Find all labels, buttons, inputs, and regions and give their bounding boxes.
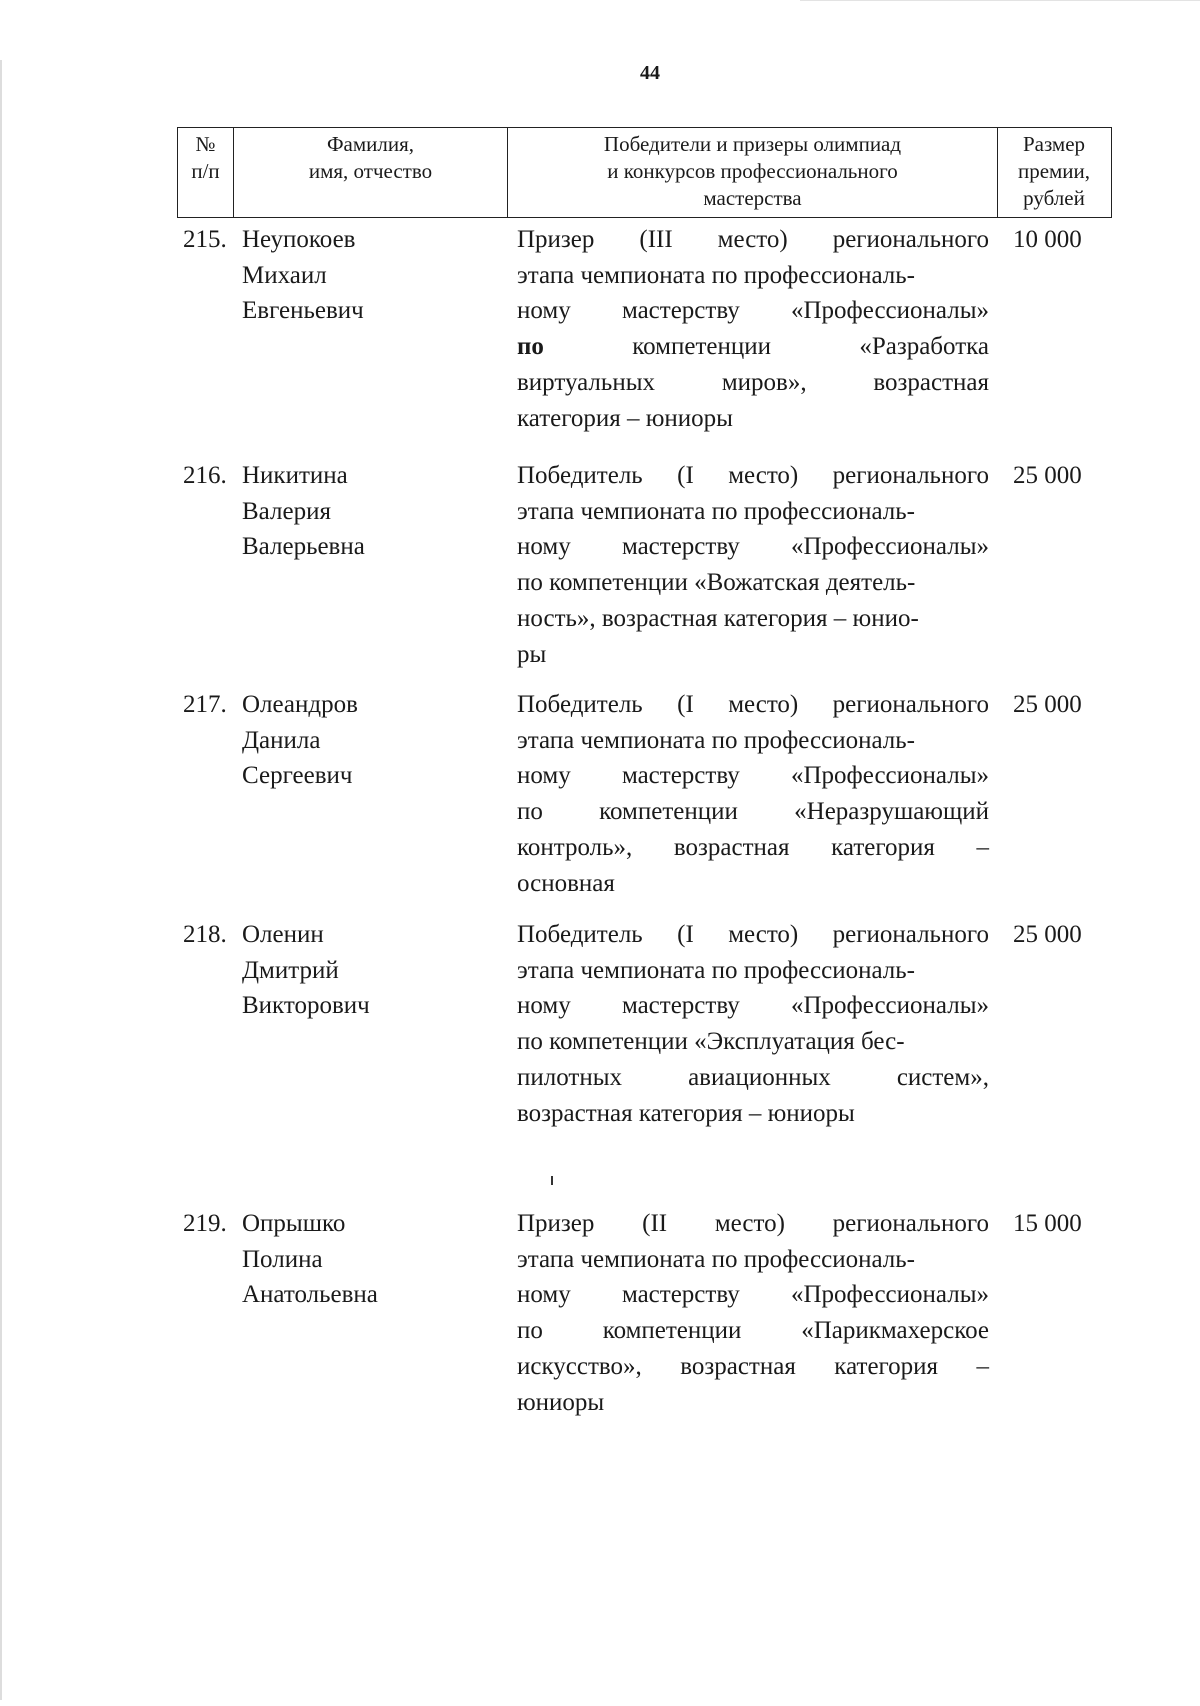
name-line: Полина [242,1245,323,1273]
row-name [242,687,502,794]
header-prize-line: рублей [1023,186,1085,210]
header-number-line: № [195,132,216,156]
row-prize: 15 000 [1013,1210,1082,1237]
scan-mark [551,1176,553,1185]
award-word: миров», [721,368,807,396]
award-word: по [517,333,544,361]
header-prize-line: премии, [1017,159,1091,183]
award-word: регионального [832,1210,989,1237]
name-line: Данила [242,726,321,754]
award-word: место) [728,462,799,489]
row-number: 216. [183,462,227,489]
award-word: место) [728,691,799,718]
award-line [517,917,989,953]
award-word: категория [834,1352,939,1380]
row-number: 215. [183,226,227,253]
row-award [517,222,989,436]
award-word: компетенции [602,1317,742,1345]
award-line [517,494,989,530]
award-line [517,1242,989,1278]
award-word: мастерству [621,533,740,561]
award-word: категория – юниоры [517,404,733,432]
header-name-line: Фамилия, [326,132,415,156]
award-word: авиационных [688,1063,831,1091]
award-line [517,222,989,258]
award-word: возрастная [873,368,989,396]
name-line: Евгеньевич [242,297,364,325]
row-name [242,222,502,329]
award-word: искусство», [517,1352,642,1380]
award-word: этапа чемпионата по профессиональ- [517,1245,915,1273]
award-word: ры [517,640,547,668]
award-word: Победитель [517,462,643,489]
award-line [517,637,989,673]
award-word: Победитель [517,921,643,948]
row-award [517,687,989,901]
award-word: место) [728,921,799,948]
award-word: «Разработка [859,333,989,361]
award-line [517,1313,989,1349]
award-word: по [517,1317,543,1345]
award-word: по [517,798,543,826]
name-line: Анатольевна [242,1281,378,1309]
award-word: регионального [832,691,989,718]
award-word: категория [831,833,935,861]
award-line [517,601,989,637]
row-prize: 25 000 [1013,691,1082,718]
header-number-column [178,128,234,217]
award-word: по компетенции «Вожатская деятель- [517,569,916,597]
award-word: «Профессионалы» [790,297,989,325]
header-number-line: п/п [191,159,220,183]
award-line [517,293,989,329]
award-word: «Парикмахерское [801,1317,989,1345]
row-award [517,917,989,1131]
award-word: «Профессионалы» [790,992,989,1020]
page-number: 44 [640,62,660,84]
header-award-line: и конкурсов профессионального [607,159,898,183]
award-line [517,794,989,830]
award-word: возрастная [680,1352,796,1380]
award-word: «Профессионалы» [790,533,989,561]
name-line: Опрышко [242,1210,346,1237]
award-word: этапа чемпионата по профессиональ- [517,726,915,754]
award-word: регионального [832,462,989,489]
name-line: Михаил [242,261,327,289]
award-word: возрастная [673,833,790,861]
name-line: Олеандров [242,691,358,718]
header-name-column [234,128,508,217]
award-line [517,988,989,1024]
row-name [242,458,502,565]
award-line [517,1024,989,1060]
award-word: регионального [832,921,989,948]
scan-edge-top [800,0,1200,1]
award-word: мастерству [621,992,740,1020]
award-word: компетенции [599,798,738,826]
row-name [242,917,502,1024]
award-word: место) [717,226,788,253]
award-word: регионального [832,226,989,253]
award-word: ному [517,1281,571,1309]
scan-edge-left [0,60,2,1700]
award-line [517,687,989,723]
header-award-line: мастерства [703,186,802,210]
award-word: ному [517,297,571,325]
header-award-column [508,128,998,217]
award-line [517,830,989,866]
award-line [517,365,989,401]
award-line [517,723,989,759]
name-line: Неупокоев [242,226,356,253]
award-line [517,1277,989,1313]
award-word: этапа чемпионата по профессиональ- [517,261,915,289]
row-number: 217. [183,691,227,718]
award-word: виртуальных [517,368,655,396]
award-word: по компетенции «Эксплуатация бес- [517,1028,905,1056]
name-line: Валерия [242,497,331,525]
award-line [517,1060,989,1096]
award-word: юниоры [517,1388,605,1416]
award-line [517,1385,989,1421]
award-line [517,866,989,902]
award-word: мастерству [621,1281,740,1309]
header-prize-column [998,128,1110,217]
award-line [517,1206,989,1242]
award-word: ность», возрастная категория – юнио- [517,604,919,632]
award-line [517,758,989,794]
award-line [517,1096,989,1132]
row-award [517,1206,989,1420]
table-header [177,127,1112,218]
award-word: – [976,833,989,861]
award-word: (II [642,1210,668,1237]
award-word: Призер [517,226,595,253]
award-word: контроль», [517,833,633,861]
header-name-line: имя, отчество [308,159,433,183]
name-line: Сергеевич [242,762,353,790]
row-prize: 25 000 [1013,462,1082,489]
award-word: мастерству [621,762,740,790]
award-word: этапа чемпионата по профессиональ- [517,497,915,525]
award-line [517,1349,989,1385]
award-word: возрастная категория – юниоры [517,1099,855,1127]
award-word: ному [517,533,571,561]
award-line [517,953,989,989]
award-word: компетенции [632,333,771,361]
row-number: 219. [183,1210,227,1237]
award-word: мастерству [621,297,740,325]
row-number: 218. [183,921,227,948]
award-word: (I [677,462,694,489]
award-word: «Профессионалы» [790,762,989,790]
award-line [517,329,989,365]
award-word: (III [639,226,673,253]
award-line [517,458,989,494]
award-word: «Профессионалы» [790,1281,989,1309]
award-word: Призер [517,1210,595,1237]
award-line [517,529,989,565]
row-name [242,1206,502,1313]
award-line [517,258,989,294]
award-word: (I [677,691,694,718]
award-word: ному [517,992,571,1020]
row-prize: 25 000 [1013,921,1082,948]
name-line: Викторович [242,992,370,1020]
award-word: «Неразрушающий [794,798,989,826]
name-line: Дмитрий [242,956,339,984]
award-line [517,401,989,437]
award-word: пилотных [517,1063,623,1091]
header-award-line: Победители и призеры олимпиад [603,132,902,156]
award-word: – [976,1352,989,1380]
header-prize-line: Размер [1022,132,1086,156]
award-word: основная [517,869,615,897]
award-word: ному [517,762,571,790]
award-word: систем», [896,1063,989,1091]
award-word: место) [714,1210,785,1237]
award-word: Победитель [517,691,643,718]
award-word: этапа чемпионата по профессиональ- [517,956,915,984]
row-prize: 10 000 [1013,226,1082,253]
row-award [517,458,989,672]
award-line [517,565,989,601]
award-word: (I [677,921,694,948]
name-line: Никитина [242,462,348,489]
name-line: Оленин [242,921,324,948]
name-line: Валерьевна [242,533,365,561]
